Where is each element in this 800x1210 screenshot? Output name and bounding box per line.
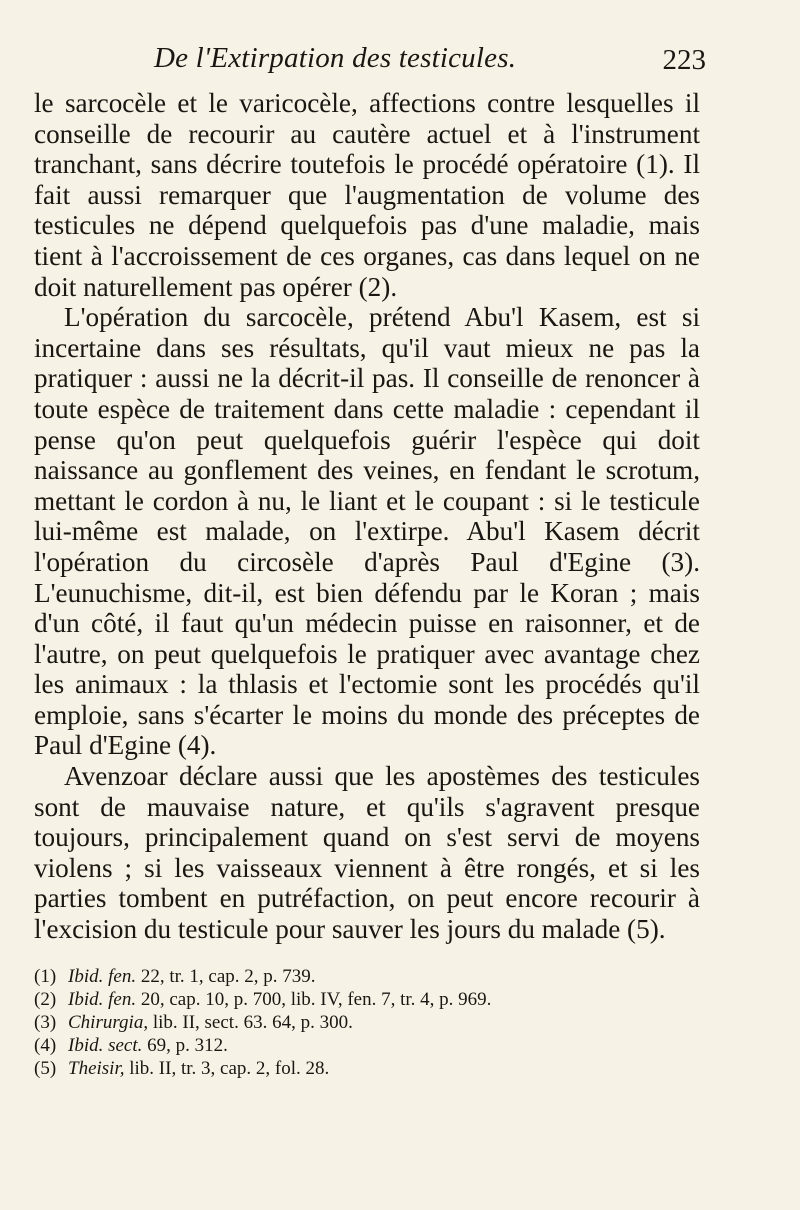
page-header (34, 40, 706, 88)
footnotes (34, 965, 700, 1080)
footnote-text: 69, p. 312. (142, 1034, 228, 1056)
footnote-source: Chirurgia (68, 1011, 144, 1033)
footnote-source: Ibid. fen. (68, 965, 137, 987)
footnote-number: (5) (34, 1057, 57, 1079)
footnote-number: (1) (34, 965, 57, 987)
footnote (34, 965, 700, 988)
paragraph: le sarcocèle et le varicocèle, affections contre lesquelles il conseille de recourir au cautère actuel et à l'instrument tranchant, sans décrire toutefois le procédé opératoire (1). Il fait aussi remarquer que l'augmentation de volume des testicules ne dépend quelquefois pas d'une maladie, mais tient à l'accroissement de ces organes, cas dans lequel on ne doit naturellement pas opérer (2). (34, 88, 700, 302)
footnote-source: Ibid. fen. (68, 988, 137, 1010)
footnote (34, 1011, 700, 1034)
page-number: 223 (662, 44, 706, 76)
footnote (34, 988, 700, 1011)
body-text (34, 88, 700, 945)
footnote-number: (2) (34, 988, 57, 1010)
footnote-text: , lib. II, sect. 63. 64, p. 300. (143, 1011, 353, 1033)
footnote-number: (4) (34, 1034, 57, 1056)
footnote-source: Ibid. sect. (68, 1034, 143, 1056)
footnote-text: 22, tr. 1, cap. 2, p. 739. (136, 965, 316, 987)
paragraph: L'opération du sarcocèle, prétend Abu'l Kasem, est si incertaine dans ses résultats, qu'il vaut mieux ne pas la pratiquer : aussi ne la décrit-il pas. Il conseille de renoncer à toute espèce de traitement dans cette maladie : cependant il pense qu'on peut quelquefois guérir l'espèce qui doit naissance au gonflement des veines, en fendant le scrotum, mettant le cordon à nu, le liant et le coupant : si le testicule lui-même est malade, on l'extirpe. Abu'l Kasem décrit l'opération du circosèle d'après Paul d'Egine (3). L'eunuchisme, dit-il, est bien défendu par le Koran ; mais d'un côté, il faut qu'un médecin puisse en raisonner, et de l'autre, on peut quelquefois le pratiquer avec avantage chez les animaux : la thlasis et l'ectomie sont les procédés qu'il emploie, sans s'écarter le moins du monde des préceptes de Paul d'Egine (4). (34, 302, 700, 761)
running-title: De l'Extirpation des testicules. (154, 42, 517, 74)
footnote-source: Theisir, (68, 1057, 125, 1079)
footnote-text: lib. II, tr. 3, cap. 2, fol. 28. (124, 1057, 330, 1079)
paragraph: Avenzoar déclare aussi que les apostèmes des testicules sont de mauvaise nature, et qu'ils s'agravent presque toujours, principalement quand on s'est servi de moyens violens ; si les vaisseaux viennent à être rongés, et si les parties tombent en putréfaction, on peut encore recourir à l'excision du testicule pour sauver les jours du malade (5). (34, 761, 700, 945)
footnote (34, 1034, 700, 1057)
footnote-number: (3) (34, 1011, 57, 1033)
footnote-text: 20, cap. 10, p. 700, lib. IV, fen. 7, tr. 4, p. 969. (136, 988, 492, 1010)
footnote (34, 1057, 700, 1080)
